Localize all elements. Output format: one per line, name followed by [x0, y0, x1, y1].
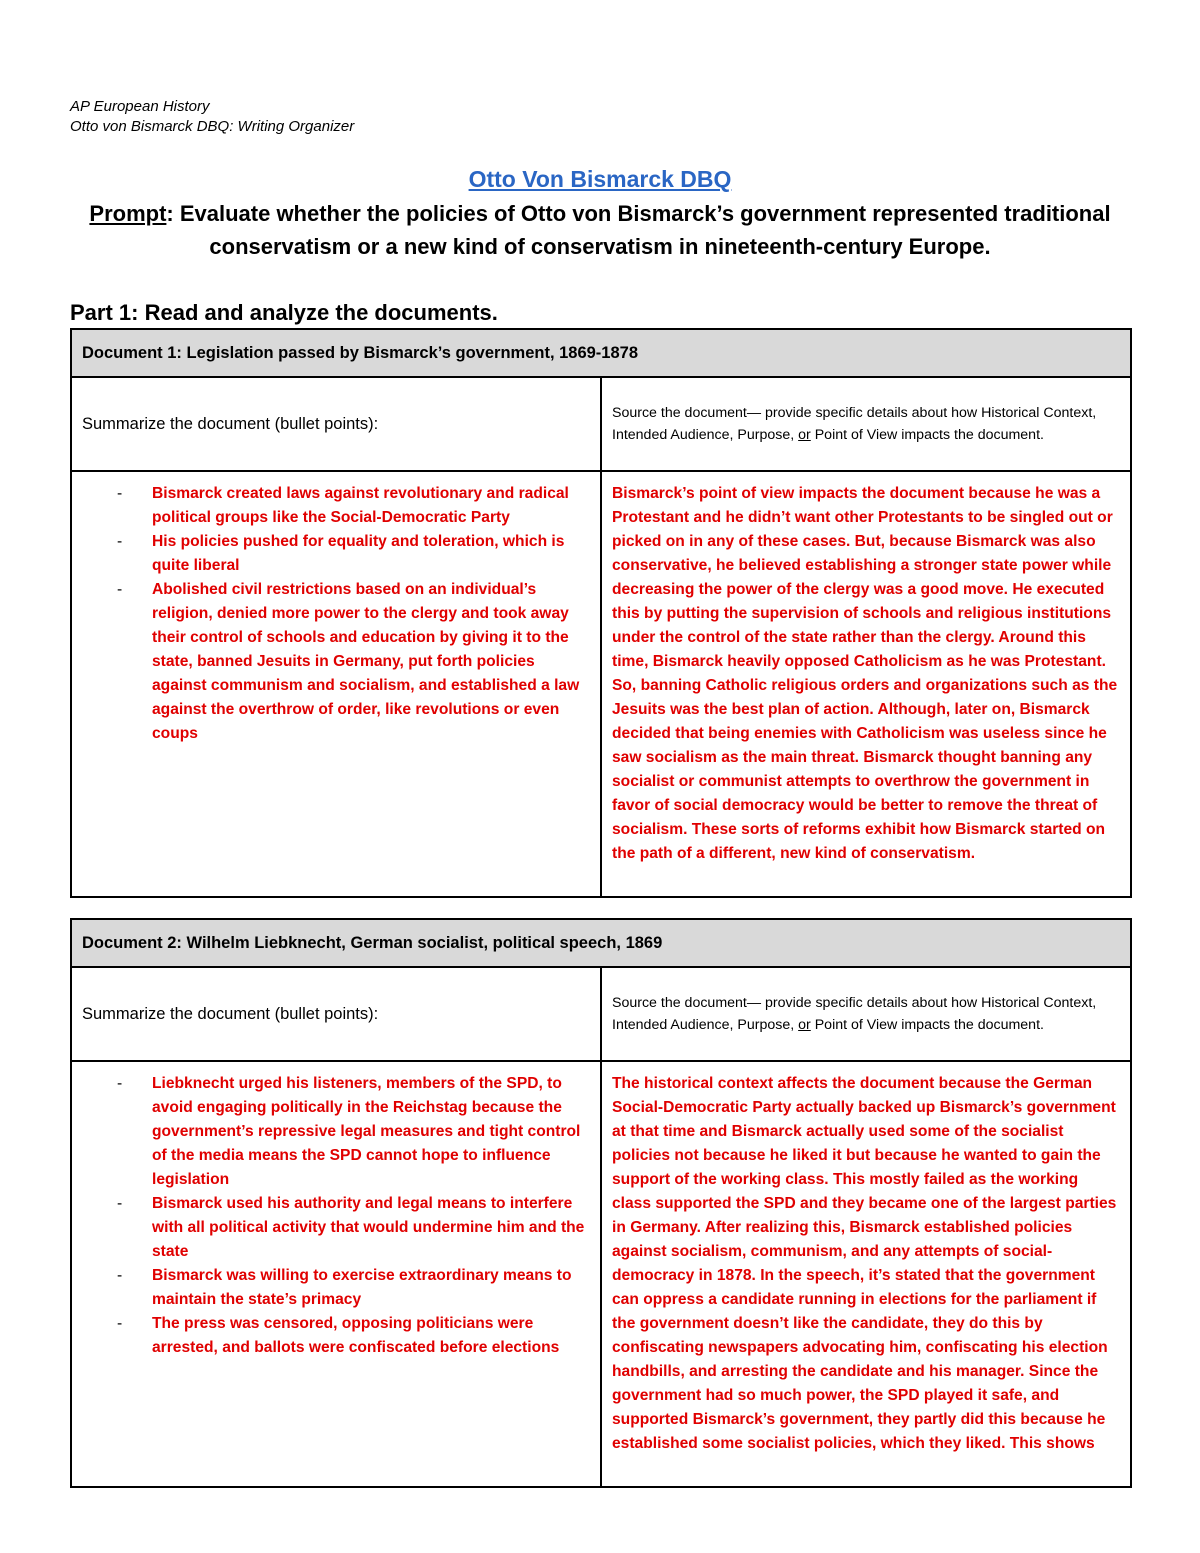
document-heading: Document 2: Wilhelm Liebknecht, German socialist, political speech, 1869 [71, 919, 1131, 967]
bullet-item: - Bismarck was willing to exercise extraordinary means to maintain the state’s primacy [152, 1264, 592, 1312]
organizer-subtitle: Otto von Bismarck DBQ: Writing Organizer [70, 118, 355, 135]
course-name: AP European History [70, 98, 210, 115]
source-label-or: or [798, 427, 811, 443]
header-block [70, 97, 354, 137]
source-cell[interactable] [601, 1061, 1131, 1487]
summary-label: Summarize the document (bullet points): [71, 967, 601, 1061]
source-answer: The historical context affects the document because the German Social-Democratic Party actually backed up Bismarck’s government at that time and Bismarck actually used some of the socialist policies not because he liked it but because he wanted to gain the support of the working class. This mostly failed as the working class supported the SPD and they became one of the largest parties in Germany. After realizing this, Bismarck established policies against socialism, communism, and any attempts of social-democracy in 1878. In the speech, it’s stated that the government can oppress a candidate running in elections for the parliament if the government doesn’t like the candidate, they do this by confiscating newspapers advocating him, confiscating his election handbills, and arresting the candidate and his manager. Since the government had so much power, the SPD played it safe, and supported Bismarck’s government, they partly did this because he established some socialist policies, which they liked. This shows [612, 1075, 1117, 1452]
bullet-item: - The press was censored, opposing politicians were arrested, and ballots were confiscated before elections [152, 1312, 592, 1360]
document-heading: Document 1: Legislation passed by Bismarck’s government, 1869-1878 [71, 329, 1131, 377]
part-heading: Part 1: Read and analyze the documents. [70, 300, 498, 325]
source-label-text: Source the document— provide specific details about how Historical Context, Intended Audience, Purpose, [612, 995, 1097, 1033]
bullet-item: - Abolished civil restrictions based on an individual’s religion, denied more power to the clergy and took away their control of schools and education by giving it to the state, banned Jesuits in Germany, put forth policies against communism and socialism, and established a law against the overthrow of order, like revolutions or even coups [152, 578, 592, 746]
summary-bullets [72, 472, 600, 756]
source-answer: Bismarck’s point of view impacts the document because he was a Protestant and he didn’t want other Protestants to be singled out or picked on in any of these cases. But, because Bismarck was also conservative, he believed establishing a stronger state power while decreasing the power of the clergy was a good move. He executed this by putting the supervision of schools and religious institutions under the control of the state rather than the clergy. Around this time, Bismarck heavily opposed Catholicism as he was Protestant. So, banning Catholic religious orders and organizations such as the Jesuits was the best plan of action. Although, later on, Bismarck decided that being enemies with Catholicism was useless since he saw socialism as the main threat. Bismarck thought banning any socialist or communist attempts to overthrow the government in favor of social democracy would be better to remove the threat of socialism. These sorts of reforms exhibit how Bismarck started on the path of a different, new kind of conservatism. [612, 485, 1118, 862]
source-label-or: or [798, 1017, 811, 1033]
prompt-text: : Evaluate whether the policies of Otto von Bismarck’s government represented traditional conservatism or a new kind of conservatism in nineteenth-century Europe. [166, 201, 1111, 259]
document-1-table [70, 328, 1132, 898]
source-label-text: Source the document— provide specific details about how Historical Context, Intended Audience, Purpose, [612, 405, 1097, 443]
summary-cell[interactable] [71, 471, 601, 897]
bullet-item: - Bismarck created laws against revolutionary and radical political groups like the Social-Democratic Party [152, 482, 592, 530]
bullet-item: - His policies pushed for equality and toleration, which is quite liberal [152, 530, 592, 578]
source-label-text-end: Point of View impacts the document. [810, 427, 1044, 443]
summary-cell[interactable] [71, 1061, 601, 1487]
source-label [601, 967, 1131, 1061]
page-title: Otto Von Bismarck DBQ [468, 166, 732, 192]
prompt [70, 197, 1130, 263]
bullet-item: - Bismarck used his authority and legal means to interfere with all political activity that would undermine him and the state [152, 1192, 592, 1264]
source-label-text-end: Point of View impacts the document. [810, 1017, 1044, 1033]
summary-label: Summarize the document (bullet points): [71, 377, 601, 471]
source-label [601, 377, 1131, 471]
bullet-item: - Liebknecht urged his listeners, members of the SPD, to avoid engaging politically in the Reichstag because the government’s repressive legal measures and tight control of the media means the SPD cannot hope to influence legislation [152, 1072, 592, 1192]
summary-bullets [72, 1062, 600, 1370]
prompt-label: Prompt [89, 201, 167, 226]
source-cell[interactable] [601, 471, 1131, 897]
document-2-table [70, 918, 1132, 1488]
